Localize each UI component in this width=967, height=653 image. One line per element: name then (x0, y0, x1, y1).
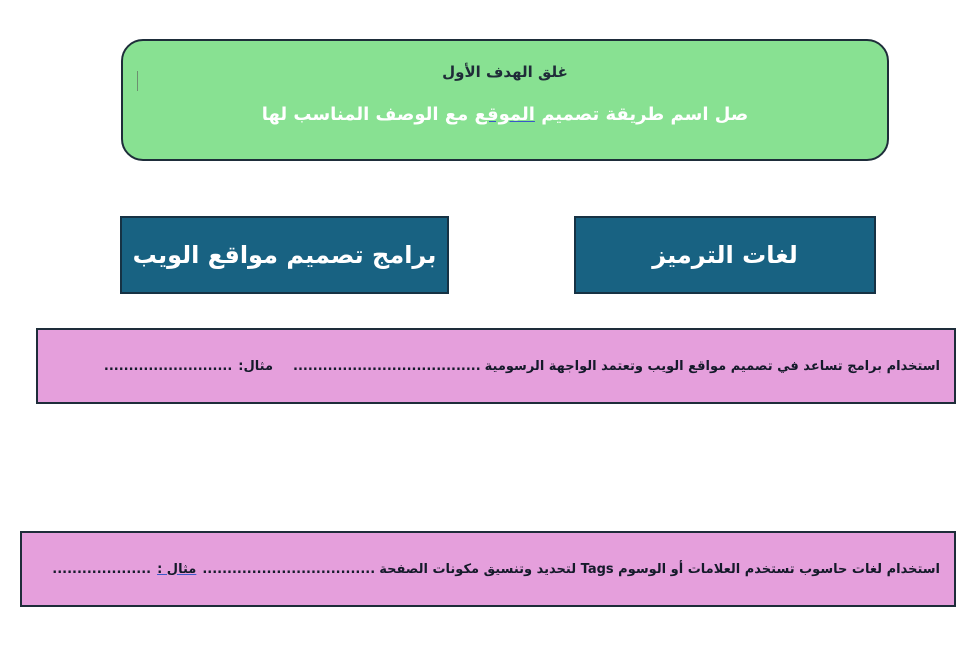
description-box-1[interactable] (36, 328, 956, 404)
category-markup-languages[interactable]: لغات الترميز (574, 216, 876, 294)
description-text: استخدام لغات حاسوب تستخدم العلامات أو الوسوم Tags لتحديد وتنسيق مكونات الصفحة (379, 561, 940, 577)
goal-title: غلق الهدف الأول (442, 63, 568, 81)
goal-instruction (123, 104, 887, 125)
description-box-2[interactable] (20, 531, 956, 607)
description-line-2 (32, 533, 940, 605)
answer-blank: ...................................... (293, 358, 481, 374)
goal-box (121, 39, 889, 161)
description-line-1 (48, 330, 940, 402)
example-blank: .......................... (103, 358, 233, 374)
instruction-part-1: صل اسم طريقة تصميم (534, 104, 749, 125)
example-label: مثال: (238, 358, 273, 374)
category-web-design-programs[interactable]: برامج تصميم مواقع الويب (120, 216, 449, 294)
description-text: استخدام برامج تساعد في تصميم مواقع الويب وتعتمد الواجهة الرسومية (484, 358, 940, 374)
instruction-underlined-word: الموقع (474, 104, 535, 125)
answer-blank: ................................... (202, 561, 376, 577)
example-blank: .................... (52, 561, 152, 577)
example-label: مثال : (157, 561, 197, 577)
instruction-part-2: مع الوصف المناسب لها (261, 104, 475, 125)
